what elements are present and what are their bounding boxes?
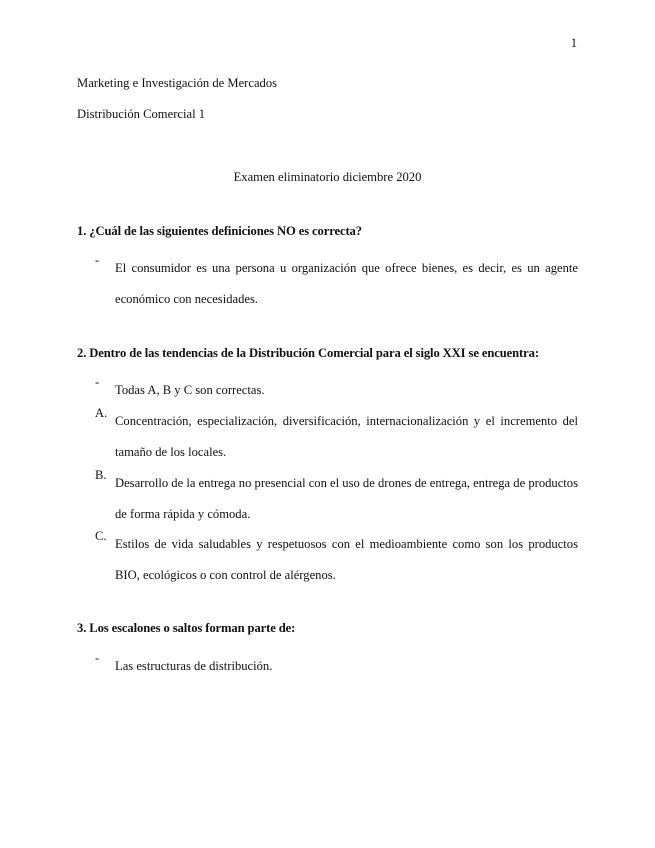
question-2-option-a: [77, 406, 578, 468]
answer-marker: -: [95, 651, 100, 665]
question-2-option-c: [77, 529, 578, 591]
option-marker: B.: [95, 468, 107, 482]
exam-title: Examen eliminatorio diciembre 2020: [233, 170, 422, 184]
question-2-answer-all: [77, 375, 578, 406]
question-2-option-b: [77, 468, 578, 530]
page-number: 1: [570, 36, 577, 50]
option-text: Desarrollo de la entrega no presencial con el uso de drones de entrega, entrega de productos de forma rápida y cómoda.: [115, 476, 578, 521]
question-1-answer: [77, 253, 578, 315]
answer-text: El consumidor es una persona u organización que ofrece bienes, es decir, es un agente económico con necesidades.: [115, 261, 578, 306]
answer-marker: -: [95, 375, 100, 389]
option-text: Concentración, especialización, diversificación, internacionalización y el incremento del tamaño de los locales.: [115, 414, 578, 459]
option-text: Estilos de vida saludables y respetuosos con el medioambiente como son los productos BIO, ecológicos o con control de alérgenos.: [115, 537, 578, 582]
question-3-answer: [77, 651, 578, 682]
option-marker: C.: [95, 529, 107, 543]
question-1-title: 1. ¿Cuál de las siguientes definiciones NO es correcta?: [77, 224, 362, 238]
option-marker: A.: [95, 406, 108, 420]
answer-text: Las estructuras de distribución.: [115, 659, 273, 673]
question-2-title: 2. Dentro de las tendencias de la Distribución Comercial para el siglo XXI se encuentra:: [77, 346, 539, 360]
course-heading: Distribución Comercial 1: [77, 107, 206, 121]
answer-marker: -: [95, 253, 100, 267]
answer-text: Todas A, B y C son correctas.: [115, 383, 265, 397]
subject-heading: Marketing e Investigación de Mercados: [77, 76, 278, 90]
question-3-title: 3. Los escalones o saltos forman parte de:: [77, 621, 296, 635]
